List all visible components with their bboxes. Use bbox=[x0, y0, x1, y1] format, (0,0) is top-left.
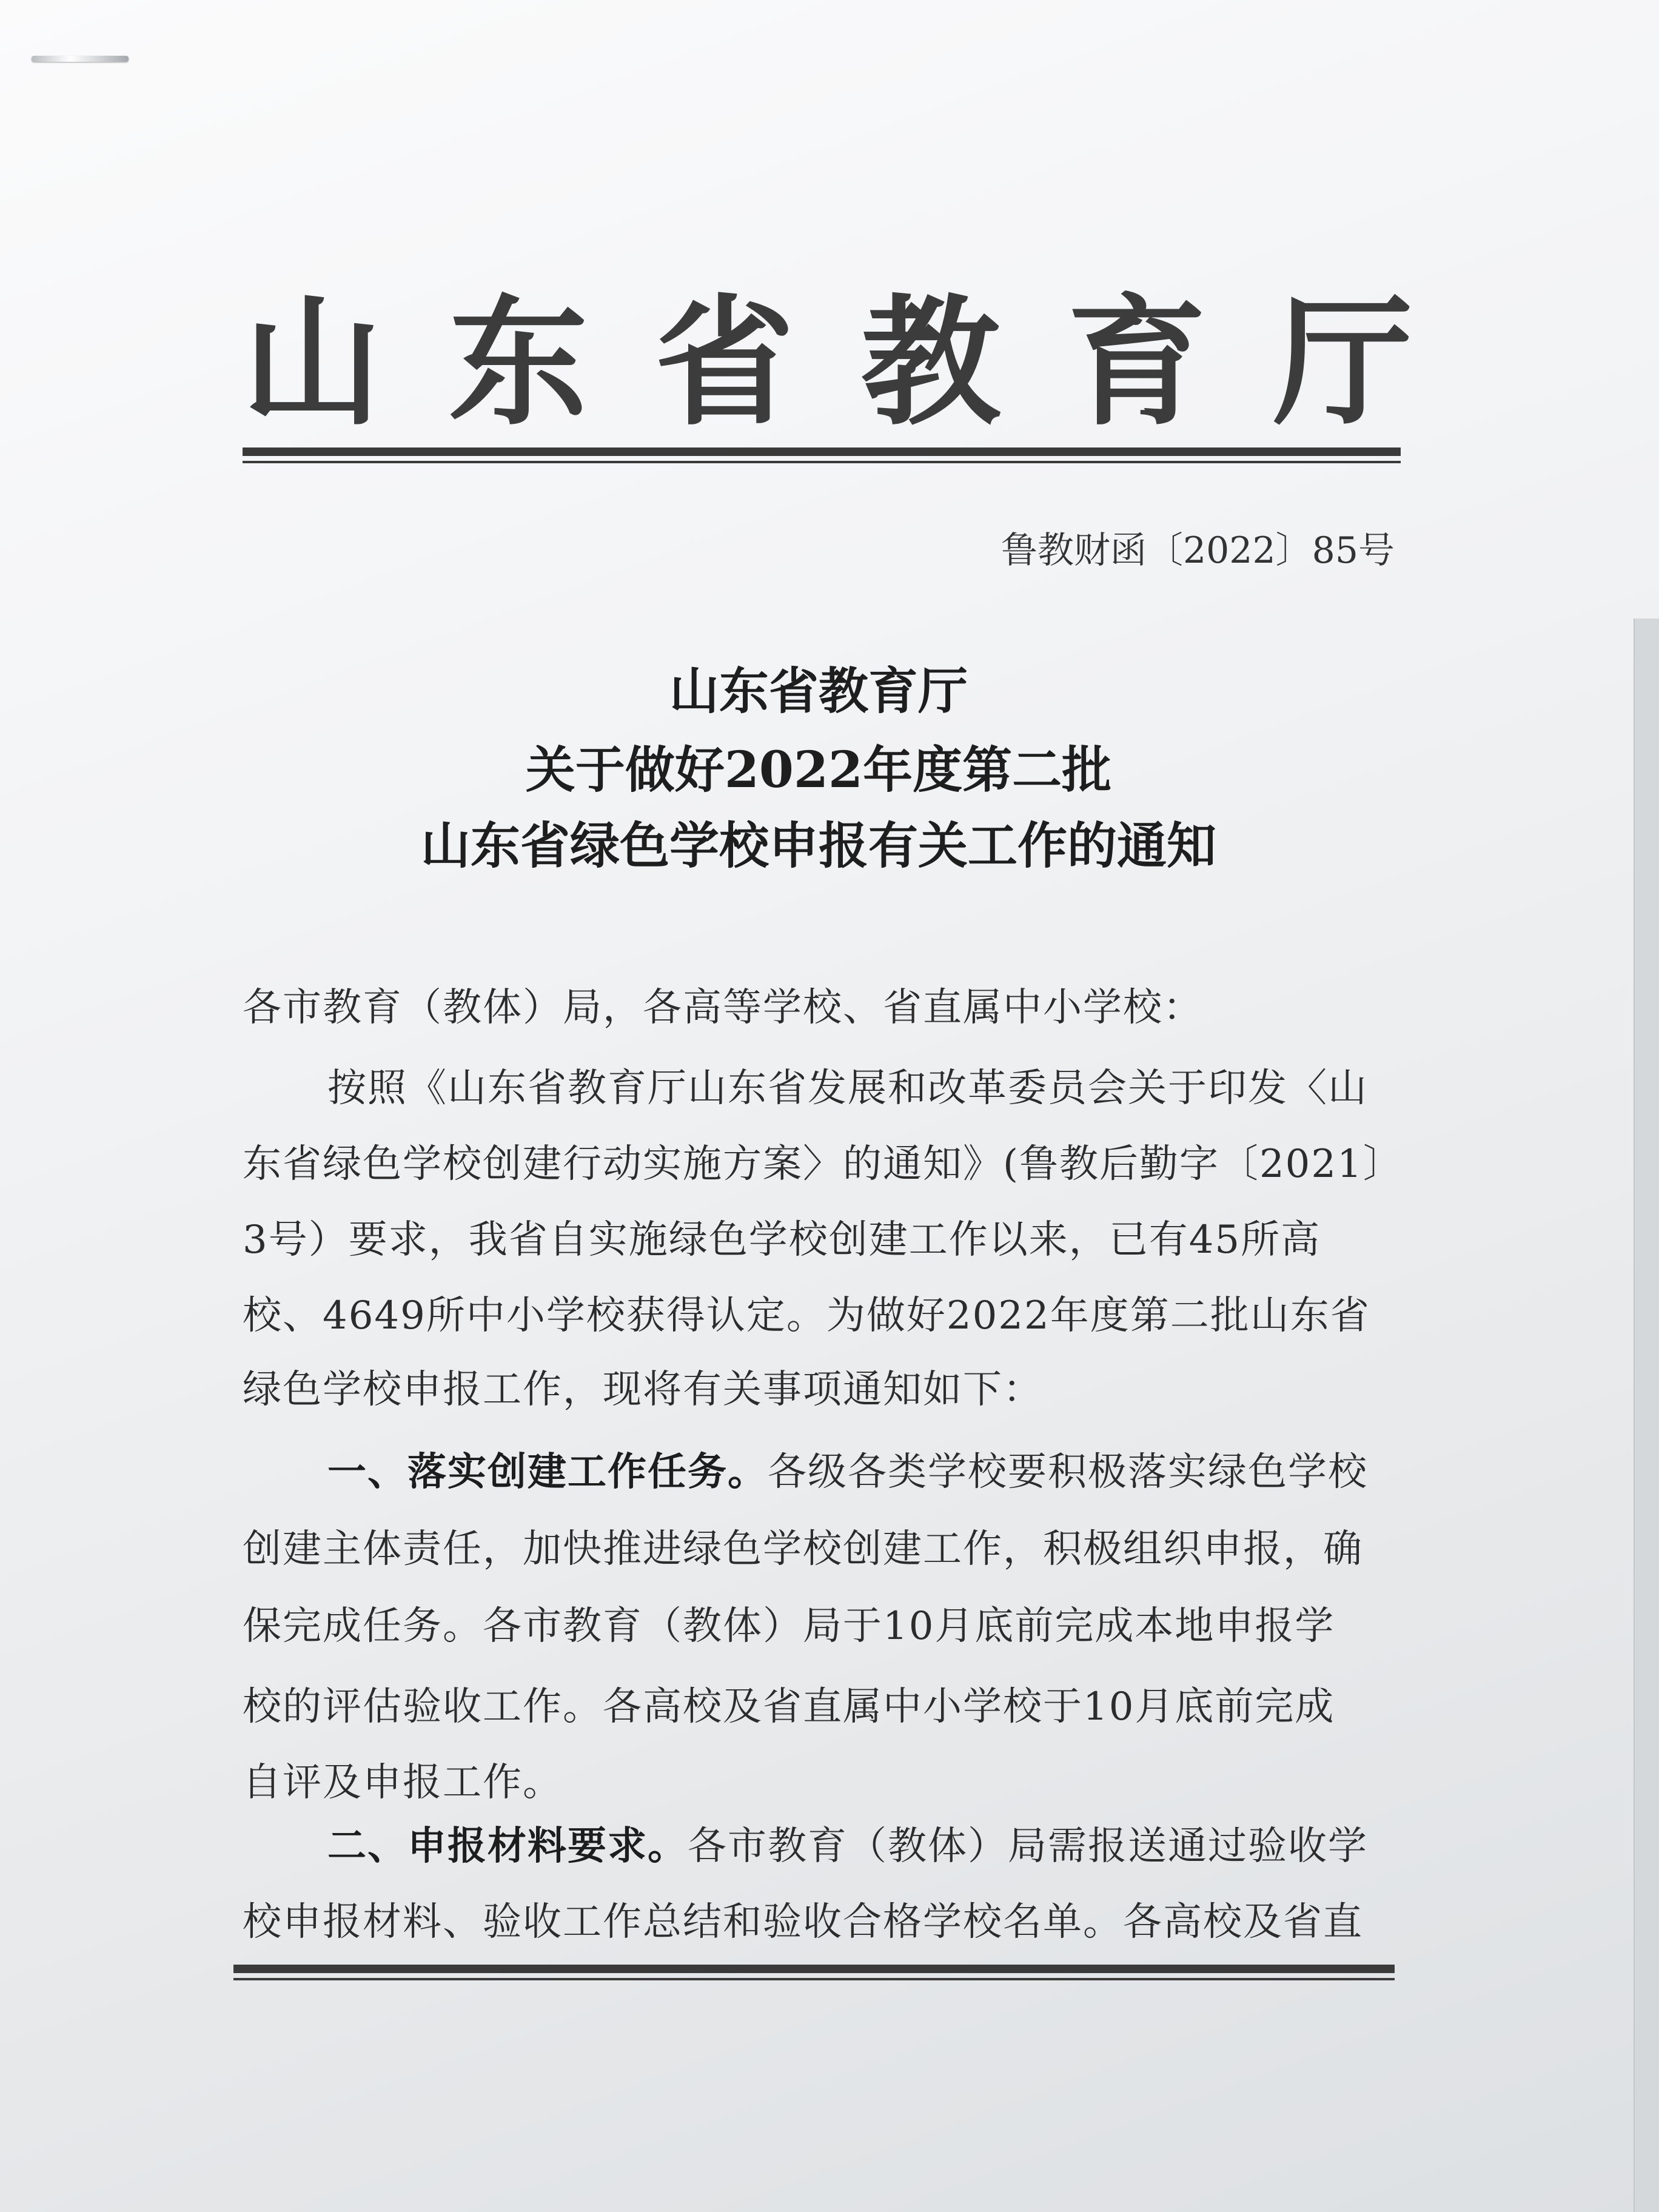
paragraph-line: 校、4649所中小学校获得认定。为做好2022年度第二批山东省 bbox=[243, 1293, 1370, 1338]
section-1-heading: 一、落实创建工作任务。 bbox=[327, 1449, 768, 1495]
paragraph-line: 保完成任务。各市教育（教体）局于10月底前完成本地申报学 bbox=[243, 1604, 1335, 1649]
paragraph-line: 校的评估验收工作。各高校及省直属中小学校于10月底前完成 bbox=[243, 1684, 1335, 1729]
agency-header-char: 厅 bbox=[1273, 283, 1413, 444]
document-title-line-2: 关于做好2022年度第二批 bbox=[525, 741, 1112, 799]
addressee: 各市教育（教体）局，各高等学校、省直属中小学校： bbox=[243, 985, 1203, 1030]
document-number: 鲁教财函〔2022〕85号 bbox=[1000, 529, 1395, 572]
staple bbox=[32, 56, 129, 62]
document-title-line-3: 山东省绿色学校申报有关工作的通知 bbox=[420, 817, 1216, 875]
agency-header-char: 教 bbox=[860, 283, 1000, 444]
agency-header-char: 育 bbox=[1067, 283, 1207, 444]
document-title-line-1: 山东省教育厅 bbox=[669, 662, 968, 720]
section-1-text: 各级各类学校要积极落实绿色学校 bbox=[768, 1450, 1368, 1495]
section-2-first-line bbox=[327, 1822, 1395, 1871]
paragraph-line: 自评及申报工作。 bbox=[243, 1760, 563, 1805]
agency-header-char: 山 bbox=[243, 283, 383, 444]
paragraph-line: 校申报材料、验收工作总结和验收合格学校名单。各高校及省直 bbox=[243, 1900, 1363, 1945]
section-1-first-line bbox=[327, 1448, 1395, 1496]
header-divider-rule bbox=[243, 447, 1401, 463]
paragraph-line: 3号）要求，我省自实施绿色学校创建工作以来，已有45所高 bbox=[243, 1218, 1321, 1262]
footer-divider-rule bbox=[233, 1965, 1395, 1980]
agency-header-char: 东 bbox=[448, 283, 588, 444]
paragraph-line: 创建主体责任，加快推进绿色学校创建工作，积极组织申报，确 bbox=[243, 1527, 1363, 1572]
agency-header bbox=[243, 285, 1413, 443]
agency-header-char: 省 bbox=[654, 283, 794, 444]
section-2-text: 各市教育（教体）局需报送通过验收学 bbox=[688, 1824, 1368, 1869]
paragraph-line: 绿色学校申报工作，现将有关事项通知如下： bbox=[243, 1367, 1043, 1412]
underlying-page-edge bbox=[1634, 618, 1659, 2212]
section-2-heading: 二、申报材料要求。 bbox=[327, 1823, 688, 1869]
paragraph-line: 按照《山东省教育厅山东省发展和改革委员会关于印发〈山 bbox=[327, 1066, 1368, 1111]
paragraph-line: 东省绿色学校创建行动实施方案〉的通知》(鲁教后勤字〔2021〕 bbox=[243, 1142, 1403, 1187]
